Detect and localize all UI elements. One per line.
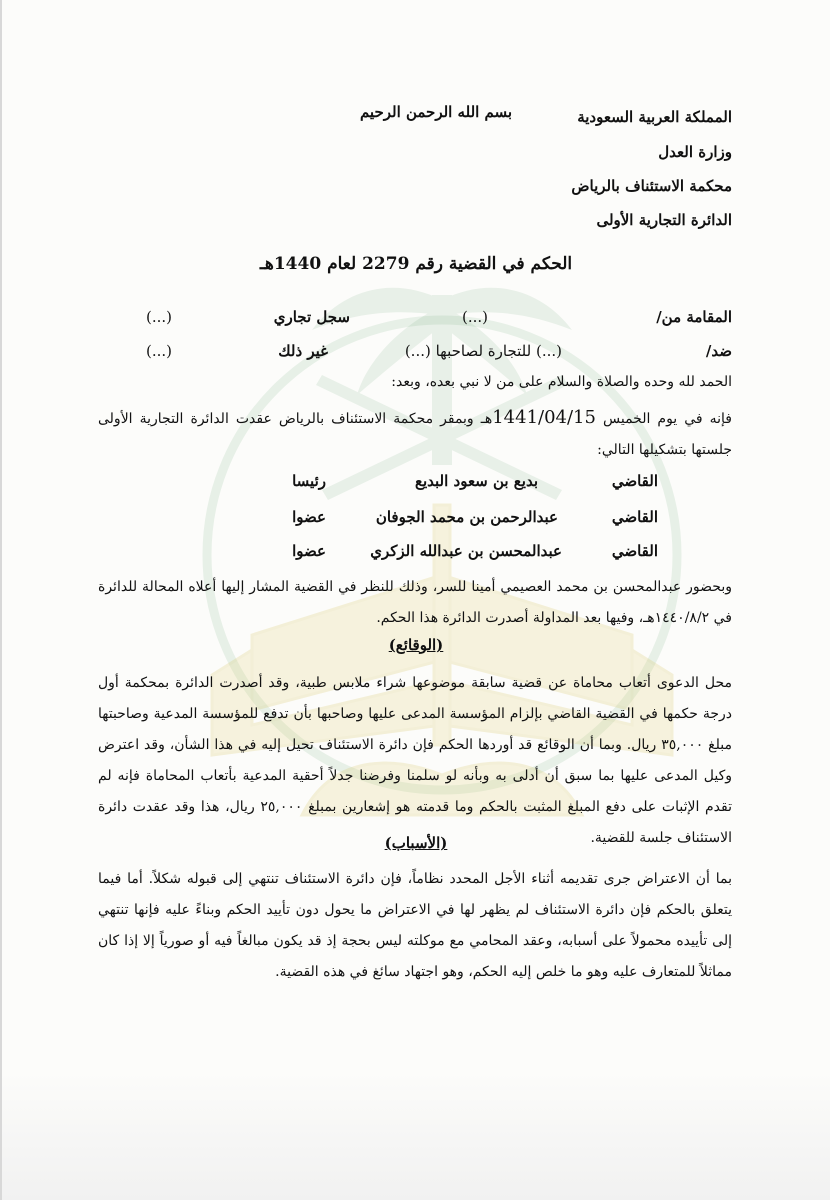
judge-title: القاضي (611, 472, 658, 490)
reasons-paragraph: بما أن الاعتراض جرى تقديمه أثناء الأجل المحدد نظاماً، فإن دائرة الاستئناف تنتهي إلى قبوله شكلاً. أما فيما يتعلق بالحكم فإن دائرة الاستئناف لم يظهر لها في الاعتراض ما يحول دون تأييد الحكم وبناءً عليه فإنها تنتهي إلى تأييده محمولاً على أسبابه، وعقد المحامي مع موكلته ليس بحجة إذ قد يكون مبالغاً فيه أو صورياً إلا إذا كان مماثلاً للمتعارف عليه وهو ما خلص إليه الحكم، وهو اجتهاد سائغ في هذه القضية. (98, 871, 732, 980)
defendant-name: (...) للتجارة لصاحبها (...) (404, 342, 562, 360)
defendant-label: ضد/ (705, 342, 732, 360)
ministry-name: وزارة العدل (658, 143, 732, 161)
plaintiff-name: (...) (461, 308, 488, 326)
judge-role: رئيسا (292, 472, 326, 490)
commercial-register-label: سجل تجاري (273, 308, 350, 326)
session-date: 1441/04/15 (492, 407, 596, 428)
page-bottom-shade (2, 1070, 830, 1200)
facts-heading: (الوقائع) (388, 636, 444, 654)
basmala: بسم الله الرحمن الرحيم (359, 103, 513, 121)
country-name: المملكة العربية السعودية (577, 108, 732, 126)
judge-role: عضوا (292, 542, 326, 560)
judge-name: عبدالرحمن بن محمد الجوفان (375, 508, 558, 526)
circuit-name: الدائرة التجارية الأولى (596, 211, 732, 229)
plaintiff-label: المقامة من/ (656, 308, 732, 326)
attendance-paragraph: وبحضور عبدالمحسن بن محمد العصيمي أمينا للسر، وذلك للنظر في القضية المشار إليها أعلاه المحالة للدائرة في ١٤٤٠/٨/٢هـ، وفيها بعد المداولة أصدرت الدائرة هذا الحكم. (98, 579, 732, 626)
defendant-row (102, 342, 732, 366)
judge-name: عبدالمحسن بن عبدالله الزكري (370, 542, 562, 560)
panel-row (162, 472, 658, 496)
commercial-register-value: (...) (145, 308, 172, 326)
other-value: (...) (145, 342, 172, 360)
judge-name: بديع بن سعود البديع (415, 472, 538, 490)
panel-row (162, 508, 658, 532)
facts-paragraph: محل الدعوى أتعاب محاماة عن قضية سابقة موضوعها شراء ملابس طبية، وقد أصدرت الدائرة بمحكمة أول درجة حكمها في القضية القاضي بإلزام المؤسسة المدعى عليها وصاحبها بأن تدفع للمؤسسة المدعية وصاحبتها مبلغ ٣٥,٠٠٠ ريال. وبما أن الوقائع قد أوردها الحكم فإن دائرة الاستئناف تحيل إليه في هذا الشأن، وقد اعترض وكيل المدعى عليها بما سبق أن أدلى به وبأنه لو سلمنا وفرضنا جدلاً أحقية المدعية بأتعاب المحاماة فإنه لم تقدم الإثبات على دفع المبلغ المثبت بالحكم وما قدمته هو إشعارين بمبلغ ٢٥,٠٠٠ ريال، هذا وقد عقدت دائرة الاستئناف جلسة للقضية. (98, 675, 732, 846)
judge-role: عضوا (292, 508, 326, 526)
judgment-title: الحكم في القضية رقم 2279 لعام 1440هـ (259, 254, 573, 274)
panel-row (162, 542, 658, 566)
opening-praise: الحمد لله وحده والصلاة والسلام على من لا نبي بعده، وبعد: (391, 374, 732, 390)
session-paragraph (98, 402, 732, 466)
session-intro: فإنه في يوم الخميس (603, 411, 732, 427)
reasons-heading: (الأسباب) (384, 834, 448, 852)
judge-title: القاضي (611, 542, 658, 560)
session-details: هـ وبمقر محكمة الاستئناف بالرياض عقدت الدائرة التجارية الأولى جلستها بتشكيلها التالي: (98, 411, 732, 458)
judge-title: القاضي (611, 508, 658, 526)
court-name: محكمة الاستئناف بالرياض (571, 177, 732, 195)
other-label: غير ذلك (278, 342, 328, 360)
plaintiff-row (102, 308, 732, 332)
